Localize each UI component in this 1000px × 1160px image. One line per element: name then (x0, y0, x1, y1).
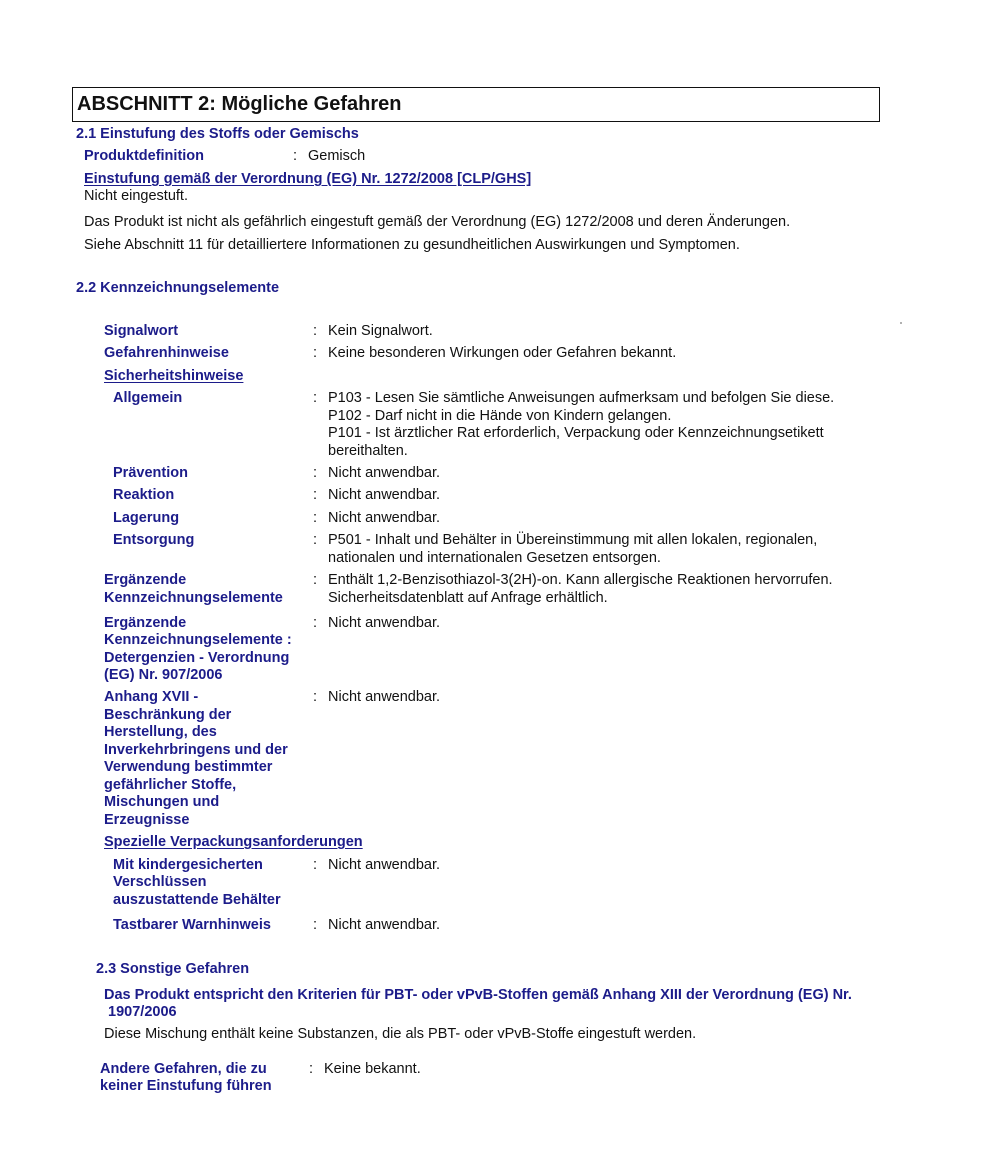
subsection-2-2-heading: 2.2 Kennzeichnungselemente (76, 280, 280, 296)
anhang-xvii-label: Anhang XVII - (104, 689, 199, 705)
anhang-xvii-label: Erzeugnisse (104, 812, 190, 828)
section-11-reference: Siehe Abschnitt 11 für detailliertere Informationen zu gesundheitlichen Auswirkungen und Symptomen. (84, 237, 740, 253)
allgemein-line: P102 - Darf nicht in die Hände von Kindern gelangen. (328, 408, 672, 424)
section-header-box (72, 87, 880, 122)
subsection-2-1-heading: 2.1 Einstufung des Stoffs oder Gemischs (76, 126, 359, 142)
anhang-xvii-label: Herstellung, des (104, 724, 217, 740)
colon-separator: : (313, 615, 318, 631)
kindergesichert-label: Mit kindergesicherten (113, 857, 263, 873)
anhang-xvii-label: Inverkehrbringens und der (104, 742, 288, 758)
pbt-heading: 1907/2006 (104, 1004, 177, 1020)
ergaenzende-line: Sicherheitsdatenblatt auf Anfrage erhältlich. (328, 590, 608, 606)
lagerung-value: Nicht anwendbar. (328, 510, 441, 526)
praevention-label: Prävention (113, 465, 188, 481)
colon-separator: : (313, 689, 318, 705)
pbt-value: Diese Mischung enthält keine Substanzen, die als PBT- oder vPvB-Stoffe eingestuft werden. (104, 1026, 697, 1042)
reaktion-label: Reaktion (113, 487, 175, 503)
pbt-heading: Das Produkt entspricht den Kriterien für PBT- oder vPvB-Stoffen gemäß Anhang XIII der Verordnung (EG) Nr. (104, 987, 852, 1003)
colon-separator: : (293, 148, 298, 164)
colon-separator: : (313, 532, 318, 548)
detergenzien-label: Ergänzende (104, 615, 187, 631)
colon-separator: : (313, 390, 318, 406)
colon-separator: : (309, 1061, 314, 1077)
verpackung-heading: Spezielle Verpackungsanforderungen (104, 834, 363, 850)
gefahrenhinweise-label: Gefahrenhinweise (104, 345, 229, 361)
entsorgung-label: Entsorgung (113, 532, 195, 548)
section-title: ABSCHNITT 2: Mögliche Gefahren (77, 93, 402, 115)
anhang-xvii-label: Mischungen und (104, 794, 220, 810)
anhang-xvii-value: Nicht anwendbar. (328, 689, 441, 705)
gefahrenhinweise-value: Keine besonderen Wirkungen oder Gefahren bekannt. (328, 345, 677, 361)
produktdefinition-value: Gemisch (308, 148, 366, 164)
allgemein-line: P103 - Lesen Sie sämtliche Anweisungen aufmerksam und befolgen Sie diese. (328, 390, 835, 406)
colon-separator: : (313, 857, 318, 873)
sicherheitshinweise-heading: Sicherheitshinweise (104, 368, 244, 384)
kindergesichert-label: auszustattende Behälter (113, 892, 281, 908)
detergenzien-value: Nicht anwendbar. (328, 615, 441, 631)
ergaenzende-label: Kennzeichnungselemente (104, 590, 283, 606)
reaktion-value: Nicht anwendbar. (328, 487, 441, 503)
allgemein-label: Allgemein (113, 390, 183, 406)
colon-separator: : (313, 345, 318, 361)
detergenzien-label: Detergenzien - Verordnung (104, 650, 290, 666)
anhang-xvii-label: gefährlicher Stoffe, (104, 777, 237, 793)
scan-artifact-dot (900, 322, 902, 324)
colon-separator: : (313, 487, 318, 503)
lagerung-label: Lagerung (113, 510, 180, 526)
andere-gefahren-label: Andere Gefahren, die zu (100, 1061, 267, 1077)
clp-classification-heading: Einstufung gemäß der Verordnung (EG) Nr. 1272/2008 [CLP/GHS] (84, 171, 532, 187)
colon-separator: : (313, 510, 318, 526)
clp-classification-value: Nicht eingestuft. (84, 188, 188, 204)
praevention-value: Nicht anwendbar. (328, 465, 441, 481)
entsorgung-line: P501 - Inhalt und Behälter in Übereinstimmung mit allen lokalen, regionalen, (328, 532, 818, 548)
colon-separator: : (313, 917, 318, 933)
ergaenzende-line: Enthält 1,2-Benzisothiazol-3(2H)-on. Kann allergische Reaktionen hervorrufen. (328, 572, 833, 588)
kindergesichert-value: Nicht anwendbar. (328, 857, 441, 873)
colon-separator: : (313, 323, 318, 339)
anhang-xvii-label: Beschränkung der (104, 707, 232, 723)
produktdefinition-label: Produktdefinition (84, 148, 205, 164)
signalwort-label: Signalwort (104, 323, 179, 339)
andere-gefahren-label: keiner Einstufung führen (100, 1078, 272, 1094)
kindergesichert-label: Verschlüssen (113, 874, 207, 890)
allgemein-line: bereithalten. (328, 443, 408, 459)
ergaenzende-label: Ergänzende (104, 572, 187, 588)
colon-separator: : (313, 465, 318, 481)
detergenzien-label: Kennzeichnungselemente : (104, 632, 292, 648)
colon-separator: : (313, 572, 318, 588)
classification-paragraph: Das Produkt ist nicht als gefährlich eingestuft gemäß der Verordnung (EG) 1272/2008 und deren Änderungen. (84, 214, 791, 230)
andere-gefahren-value: Keine bekannt. (324, 1061, 421, 1077)
tastbar-label: Tastbarer Warnhinweis (113, 917, 271, 933)
anhang-xvii-label: Verwendung bestimmter (104, 759, 273, 775)
allgemein-line: P101 - Ist ärztlicher Rat erforderlich, Verpackung oder Kennzeichnungsetikett (328, 425, 824, 441)
tastbar-value: Nicht anwendbar. (328, 917, 441, 933)
subsection-2-3-heading: 2.3 Sonstige Gefahren (96, 961, 250, 977)
detergenzien-label: (EG) Nr. 907/2006 (104, 667, 223, 683)
signalwort-value: Kein Signalwort. (328, 323, 433, 339)
entsorgung-line: nationalen und internationalen Gesetzen entsorgen. (328, 550, 661, 566)
